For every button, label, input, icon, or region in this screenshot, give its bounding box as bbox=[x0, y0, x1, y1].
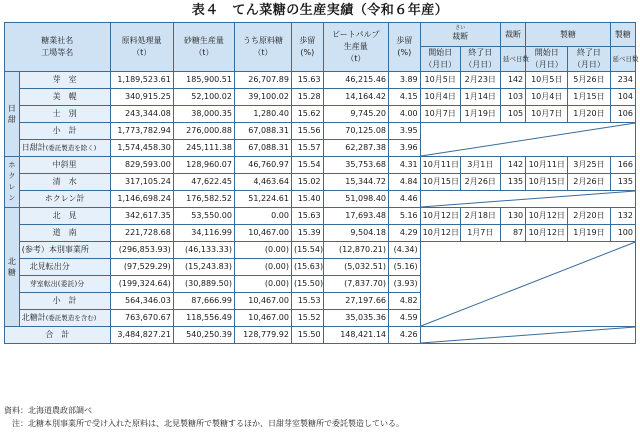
cell-raw: (97,529.29) bbox=[110, 259, 173, 276]
table-row bbox=[5, 208, 636, 225]
cell-mfg-start: 10月4日 bbox=[526, 89, 568, 106]
table-row-reference bbox=[5, 242, 636, 259]
cell-pulp: 9,745.20 bbox=[323, 106, 388, 123]
cell-yield: 15.39 bbox=[291, 225, 323, 242]
group-nitten: 日 甜 bbox=[5, 72, 20, 157]
cell-pulp-yield: 4.59 bbox=[389, 310, 421, 327]
row-name: 美 幌 bbox=[19, 89, 110, 106]
cell-raw-sugar: 26,707.89 bbox=[234, 72, 291, 89]
cell-mfg-days: 132 bbox=[610, 208, 635, 225]
cell-yield: (15.54) bbox=[291, 242, 323, 259]
header-mfg: 製糖 bbox=[526, 23, 610, 47]
cell-cut-end: 1月7日 bbox=[460, 225, 500, 242]
cell-sugar: 276,000.88 bbox=[173, 123, 234, 140]
table-row bbox=[5, 72, 636, 89]
row-name-label: 日甜計 bbox=[21, 143, 46, 152]
table-row-total bbox=[5, 191, 636, 208]
cell-raw-sugar: 128,779.92 bbox=[234, 327, 291, 344]
cell-raw: 317,105.24 bbox=[110, 174, 173, 191]
header-raw-sugar: うち原料糖 （t） bbox=[234, 23, 291, 72]
row-name-note: (委託製造を含む) bbox=[45, 314, 97, 322]
cell-yield: 15.62 bbox=[291, 106, 323, 123]
header-cut-start: 開始日 （月日） bbox=[420, 47, 460, 72]
cell-pulp-yield: 5.16 bbox=[389, 208, 421, 225]
header-sugar: 砂糖生産量 （t） bbox=[173, 23, 234, 72]
cell-raw: 243,344.08 bbox=[110, 106, 173, 123]
row-name: 清 水 bbox=[19, 174, 110, 191]
cell-pulp: 51,098.40 bbox=[323, 191, 388, 208]
cell-pulp: (5,032.51) bbox=[323, 259, 388, 276]
cell-pulp-yield: 4.00 bbox=[389, 106, 421, 123]
row-name: 道 南 bbox=[19, 225, 110, 242]
table-row-subtotal bbox=[5, 123, 636, 140]
cell-cut-days: 87 bbox=[500, 225, 525, 242]
cell-cut-days: 142 bbox=[500, 157, 525, 174]
table-row bbox=[5, 225, 636, 242]
cell-yield: 15.63 bbox=[291, 208, 323, 225]
header-mfg-start: 開始日 （月日） bbox=[526, 47, 568, 72]
cell-yield: 15.02 bbox=[291, 174, 323, 191]
cell-pulp-yield: 3.96 bbox=[389, 140, 421, 157]
blank-diagonal-cell bbox=[420, 242, 635, 327]
cell-cut-days: 142 bbox=[500, 72, 525, 89]
row-name: 芽室転出(委託)分 bbox=[19, 276, 110, 293]
cell-sugar: 185,900.51 bbox=[173, 72, 234, 89]
cell-sugar: 34,116.99 bbox=[173, 225, 234, 242]
cell-mfg-days: 135 bbox=[610, 174, 635, 191]
row-name-note: (委託製造を除く) bbox=[45, 144, 97, 152]
cell-cut-end: 2月18日 bbox=[460, 208, 500, 225]
cell-raw-sugar: 51,224.61 bbox=[234, 191, 291, 208]
cell-cut-days: 130 bbox=[500, 208, 525, 225]
cell-raw-sugar: (0.00) bbox=[234, 276, 291, 293]
group-hokuren: ホクレン bbox=[5, 157, 20, 208]
row-name: 士 別 bbox=[19, 106, 110, 123]
cell-cut-start: 10月15日 bbox=[420, 174, 460, 191]
cell-mfg-start: 10月11日 bbox=[526, 157, 568, 174]
cell-cut-start: 10月4日 bbox=[420, 89, 460, 106]
cell-yield: (15.50) bbox=[291, 276, 323, 293]
cell-cut-start: 10月7日 bbox=[420, 106, 460, 123]
header-cut-end: 終了日 （月日） bbox=[460, 47, 500, 72]
cell-raw: 1,146,698.24 bbox=[110, 191, 173, 208]
cell-raw-sugar: 67,088.31 bbox=[234, 123, 291, 140]
cell-pulp: 46,215.46 bbox=[323, 72, 388, 89]
cell-pulp: 35,753.68 bbox=[323, 157, 388, 174]
production-table-wrapper bbox=[4, 22, 639, 344]
row-name: 中斜里 bbox=[19, 157, 110, 174]
cell-pulp: 15,344.72 bbox=[323, 174, 388, 191]
cell-yield: (15.63) bbox=[291, 259, 323, 276]
row-name-label: 北糖計 bbox=[21, 313, 46, 322]
cell-raw-sugar: 10,467.00 bbox=[234, 293, 291, 310]
cell-cut-days: 135 bbox=[500, 174, 525, 191]
cell-cut-end: 1月19日 bbox=[460, 106, 500, 123]
cell-yield: 15.28 bbox=[291, 89, 323, 106]
source-note: 資料：北海道農政部調べ bbox=[4, 406, 92, 415]
cell-raw-sugar: 4,463.64 bbox=[234, 174, 291, 191]
cell-yield: 15.53 bbox=[291, 293, 323, 310]
cell-pulp-yield: (4.34) bbox=[389, 242, 421, 259]
cell-cut-end: 1月14日 bbox=[460, 89, 500, 106]
cell-raw-sugar: 0.00 bbox=[234, 208, 291, 225]
cell-cut-end: 3月1日 bbox=[460, 157, 500, 174]
cell-cut-start: 10月12日 bbox=[420, 208, 460, 225]
cell-yield: 15.40 bbox=[291, 191, 323, 208]
cell-pulp-yield: 4.15 bbox=[389, 89, 421, 106]
header-company: 糖業社名 工場等名 bbox=[5, 23, 111, 72]
cell-pulp: 35,035.36 bbox=[323, 310, 388, 327]
cell-cut-end: 2月26日 bbox=[460, 174, 500, 191]
cell-cut-end: 2月23日 bbox=[460, 72, 500, 89]
row-name: 北 見 bbox=[19, 208, 110, 225]
cell-sugar: 245,111.38 bbox=[173, 140, 234, 157]
table-row bbox=[5, 174, 636, 191]
cell-sugar: (30,889.50) bbox=[173, 276, 234, 293]
blank-diagonal-cell bbox=[420, 327, 635, 344]
cell-sugar: 47,622.45 bbox=[173, 174, 234, 191]
table-title: 表４ てん菜糖の生産実績（令和６年産） bbox=[191, 3, 449, 18]
cell-cut-start: 10月11日 bbox=[420, 157, 460, 174]
header-raw: 原料処理量 （t） bbox=[110, 23, 173, 72]
cell-pulp-yield: 4.29 bbox=[389, 225, 421, 242]
cell-mfg-end: 1月19日 bbox=[568, 225, 610, 242]
row-name: 小 計 bbox=[19, 293, 110, 310]
cell-sugar: 176,582.52 bbox=[173, 191, 234, 208]
cell-mfg-start: 10月5日 bbox=[526, 72, 568, 89]
cell-sugar: 38,000.35 bbox=[173, 106, 234, 123]
cell-raw: 340,915.25 bbox=[110, 89, 173, 106]
cell-pulp-yield: 4.82 bbox=[389, 293, 421, 310]
cell-yield: 15.52 bbox=[291, 310, 323, 327]
cell-raw-sugar: (0.00) bbox=[234, 259, 291, 276]
cell-yield: 15.54 bbox=[291, 157, 323, 174]
cell-pulp: (7,837.70) bbox=[323, 276, 388, 293]
header-cut bbox=[420, 23, 500, 47]
cell-raw-sugar: 10,467.00 bbox=[234, 225, 291, 242]
diagonal-line bbox=[421, 327, 635, 343]
cell-mfg-end: 1月15日 bbox=[568, 89, 610, 106]
cell-raw: 221,728.68 bbox=[110, 225, 173, 242]
row-name: 小 計 bbox=[19, 123, 110, 140]
header-pulp: ビートパルプ 生産量 （t） bbox=[323, 23, 388, 72]
cell-pulp: 148,421.14 bbox=[323, 327, 388, 344]
cell-pulp-yield: 4.84 bbox=[389, 174, 421, 191]
cell-mfg-end: 3月25日 bbox=[568, 157, 610, 174]
cell-pulp-yield: 4.31 bbox=[389, 157, 421, 174]
cell-mfg-days: 100 bbox=[610, 225, 635, 242]
cell-yield: 15.56 bbox=[291, 123, 323, 140]
header-cut-label: 裁断 bbox=[452, 32, 469, 41]
cell-raw-sugar: 10,467.00 bbox=[234, 310, 291, 327]
cell-raw: 763,670.67 bbox=[110, 310, 173, 327]
cell-mfg-days: 234 bbox=[610, 72, 635, 89]
header-cut-ruby: さい bbox=[455, 25, 466, 31]
table-row bbox=[5, 106, 636, 123]
header-pulp-yield: 歩留 (%) bbox=[389, 23, 421, 72]
cell-pulp-yield: 3.95 bbox=[389, 123, 421, 140]
cell-raw: 3,484,827.21 bbox=[110, 327, 173, 344]
cell-mfg-days: 104 bbox=[610, 89, 635, 106]
notes bbox=[4, 404, 404, 430]
row-name bbox=[19, 310, 110, 327]
header-cut-days: 延べ日数 bbox=[500, 47, 525, 72]
table-row bbox=[5, 89, 636, 106]
cell-mfg-start: 10月7日 bbox=[526, 106, 568, 123]
cell-pulp: 62,287.38 bbox=[323, 140, 388, 157]
diagonal-line bbox=[421, 242, 635, 326]
row-name: 合 計 bbox=[5, 327, 111, 344]
cell-mfg-end: 1月20日 bbox=[568, 106, 610, 123]
cell-yield: 15.50 bbox=[291, 327, 323, 344]
cell-mfg-start: 10月12日 bbox=[526, 208, 568, 225]
cell-raw: 564,346.03 bbox=[110, 293, 173, 310]
table-row-grand-total bbox=[5, 327, 636, 344]
row-name: 北見転出分 bbox=[19, 259, 110, 276]
cell-sugar: 53,550.00 bbox=[173, 208, 234, 225]
footnote: 注：北糖本別事業所で受け入れた原料は、北見製糖所で製糖するほか、日甜芽室製糖所で委託製造している。 bbox=[4, 419, 404, 428]
cell-sugar: 118,556.49 bbox=[173, 310, 234, 327]
cell-cut-days: 103 bbox=[500, 89, 525, 106]
cell-sugar: 87,666.99 bbox=[173, 293, 234, 310]
cell-pulp-yield: 4.26 bbox=[389, 327, 421, 344]
row-name: 芽 室 bbox=[19, 72, 110, 89]
diagonal-line bbox=[421, 123, 635, 156]
header-mfg-days: 延べ日数 bbox=[610, 47, 635, 72]
cell-raw-sugar: 39,100.02 bbox=[234, 89, 291, 106]
cell-raw: (199,324.64) bbox=[110, 276, 173, 293]
cell-pulp-yield: (5.16) bbox=[389, 259, 421, 276]
cell-pulp-yield: (3.93) bbox=[389, 276, 421, 293]
cell-raw: (296,853.93) bbox=[110, 242, 173, 259]
cell-pulp: 17,693.48 bbox=[323, 208, 388, 225]
cell-mfg-end: 2月26日 bbox=[568, 174, 610, 191]
cell-sugar: 128,960.07 bbox=[173, 157, 234, 174]
cell-pulp-yield: 4.46 bbox=[389, 191, 421, 208]
cell-mfg-start: 10月15日 bbox=[526, 174, 568, 191]
diagonal-line bbox=[421, 191, 635, 207]
header-mfg-end: 終了日 （月日） bbox=[568, 47, 610, 72]
cell-pulp: (12,870.21) bbox=[323, 242, 388, 259]
cell-raw-sugar: 46,760.97 bbox=[234, 157, 291, 174]
cell-raw-sugar: 67,088.31 bbox=[234, 140, 291, 157]
cell-pulp: 27,197.66 bbox=[323, 293, 388, 310]
cell-mfg-end: 5月26日 bbox=[568, 72, 610, 89]
header-yield: 歩留 (%) bbox=[291, 23, 323, 72]
cell-cut-start: 10月5日 bbox=[420, 72, 460, 89]
cell-pulp-yield: 3.89 bbox=[389, 72, 421, 89]
row-name bbox=[19, 140, 110, 157]
blank-diagonal-cell bbox=[420, 191, 635, 208]
cell-cut-start: 10月12日 bbox=[420, 225, 460, 242]
row-name: ホクレン計 bbox=[19, 191, 110, 208]
cell-pulp: 9,504.18 bbox=[323, 225, 388, 242]
table-row bbox=[5, 157, 636, 174]
production-table bbox=[4, 22, 639, 344]
cell-sugar: 52,100.02 bbox=[173, 89, 234, 106]
cell-raw: 1,189,523.61 bbox=[110, 72, 173, 89]
cell-pulp: 70,125.08 bbox=[323, 123, 388, 140]
header-mfg-2: 製糖 bbox=[610, 23, 635, 47]
cell-mfg-start: 10月12日 bbox=[526, 225, 568, 242]
cell-raw: 1,574,458.30 bbox=[110, 140, 173, 157]
cell-raw: 829,593.00 bbox=[110, 157, 173, 174]
row-name: (参考）本別事業所 bbox=[19, 242, 110, 259]
cell-raw-sugar: (0.00) bbox=[234, 242, 291, 259]
cell-mfg-days: 106 bbox=[610, 106, 635, 123]
cell-pulp: 14,164.42 bbox=[323, 89, 388, 106]
cell-cut-days: 105 bbox=[500, 106, 525, 123]
cell-raw-sugar: 1,280.40 bbox=[234, 106, 291, 123]
cell-raw: 1,773,782.94 bbox=[110, 123, 173, 140]
cell-raw: 342,617.35 bbox=[110, 208, 173, 225]
header-cut-2: 裁断 bbox=[500, 23, 525, 47]
cell-yield: 15.63 bbox=[291, 72, 323, 89]
cell-sugar: (15,243.83) bbox=[173, 259, 234, 276]
cell-mfg-end: 2月20日 bbox=[568, 208, 610, 225]
blank-diagonal-cell bbox=[420, 123, 635, 157]
cell-sugar: 540,250.39 bbox=[173, 327, 234, 344]
header-row-1 bbox=[5, 23, 636, 47]
group-hokuto: 北 糖 bbox=[5, 208, 20, 327]
cell-yield: 15.57 bbox=[291, 140, 323, 157]
cell-sugar: (46,133.33) bbox=[173, 242, 234, 259]
cell-mfg-days: 166 bbox=[610, 157, 635, 174]
